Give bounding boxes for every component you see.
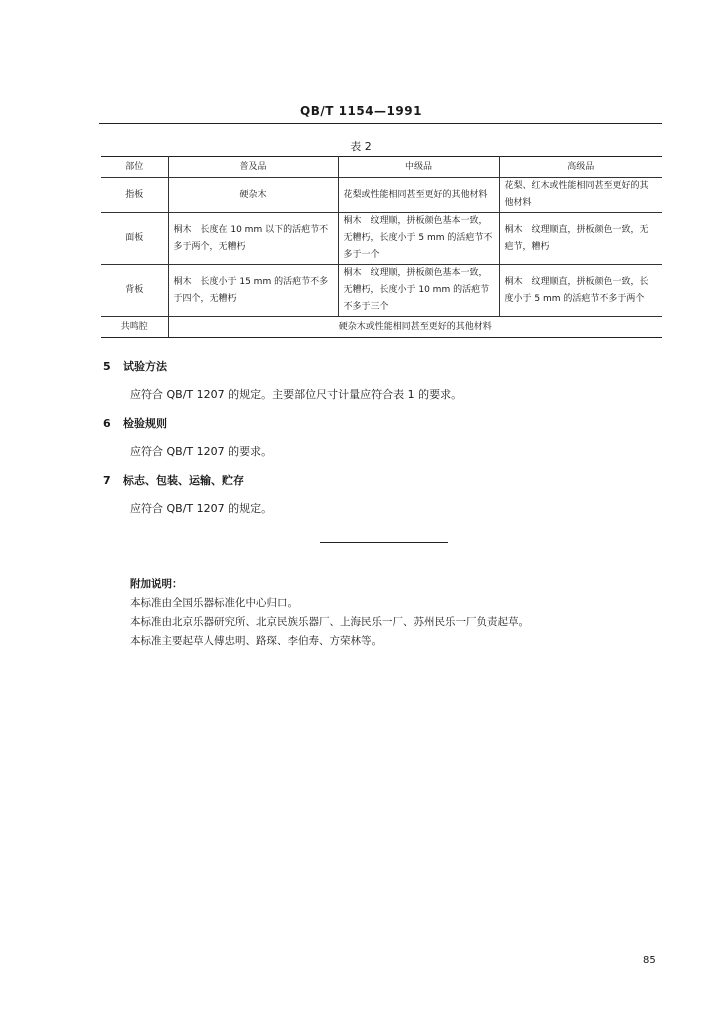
standard-code-header: QB/T 1154—1991	[300, 104, 422, 118]
cell-mid: 花梨或性能相同甚至更好的其他材料	[338, 178, 499, 213]
header-rule	[99, 123, 662, 124]
cell-basic: 桐木 长度在 10 mm 以下的活疤节不多于两个，无糟朽	[168, 213, 338, 265]
table-row	[101, 317, 662, 338]
column-header: 高级品	[499, 157, 662, 178]
end-separator-rule	[320, 542, 448, 543]
cell-high: 桐木 纹理顺直，拼板颜色一致，无疤节，糟朽	[499, 213, 662, 265]
section-number: 6	[103, 417, 111, 430]
cell-basic: 桐木 长度小于 15 mm 的活疤节不多于四个，无糟朽	[168, 265, 338, 317]
section-heading	[103, 358, 167, 374]
table-row	[101, 265, 662, 317]
section-body: 应符合 QB/T 1207 的要求。	[130, 445, 273, 458]
table-header-row	[101, 157, 662, 178]
section-body: 应符合 QB/T 1207 的规定。	[130, 502, 273, 515]
cell-mid: 桐木 纹理顺，拼板颜色基本一致，无糟朽，长度小于 5 mm 的活疤节不多于一个	[338, 213, 499, 265]
section-title: 试验方法	[123, 360, 167, 373]
section-number: 5	[103, 360, 111, 373]
note-line: 本标准主要起草人傅忠明、路琛、李伯寿、方荣林等。	[130, 635, 382, 647]
table-row	[101, 213, 662, 265]
note-line: 本标准由全国乐器标准化中心归口。	[130, 597, 298, 609]
note-line: 本标准由北京乐器研究所、北京民族乐器厂、上海民乐一厂、苏州民乐一厂负责起草。	[130, 616, 529, 628]
section-heading	[103, 415, 167, 431]
cell-part: 共鸣腔	[101, 317, 168, 338]
section-title: 标志、包装、运输、贮存	[123, 474, 244, 487]
column-header: 部位	[101, 157, 168, 178]
cell-merged: 硬杂木或性能相同甚至更好的其他材料	[168, 317, 662, 338]
section-title: 检验规则	[123, 417, 167, 430]
cell-part: 指板	[101, 178, 168, 213]
notes-title: 附加说明：	[130, 578, 183, 590]
section-body: 应符合 QB/T 1207 的规定。主要部位尺寸计量应符合表 1 的要求。	[130, 388, 463, 401]
table-row	[101, 178, 662, 213]
column-header: 中级品	[338, 157, 499, 178]
cell-high: 桐木 纹理顺直，拼板颜色一致，长度小于 5 mm 的活疤节不多于两个	[499, 265, 662, 317]
cell-part: 面板	[101, 213, 168, 265]
cell-high: 花梨、红木或性能相同甚至更好的其他材料	[499, 178, 662, 213]
section-heading	[103, 472, 244, 488]
material-spec-table	[101, 156, 662, 338]
page-number: 85	[643, 955, 656, 966]
cell-part: 背板	[101, 265, 168, 317]
table-caption: 表 2	[350, 140, 372, 153]
section-number: 7	[103, 474, 111, 487]
column-header: 普及品	[168, 157, 338, 178]
cell-mid: 桐木 纹理顺，拼板颜色基本一致，无糟朽，长度小于 10 mm 的活疤节不多于三个	[338, 265, 499, 317]
cell-basic: 硬杂木	[168, 178, 338, 213]
